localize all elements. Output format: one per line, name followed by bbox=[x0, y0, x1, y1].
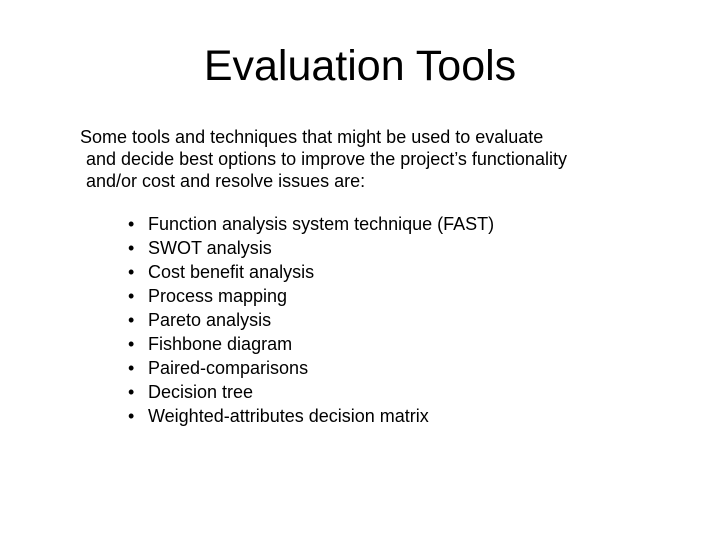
list-item bbox=[128, 404, 494, 428]
bullet-icon: • bbox=[128, 334, 135, 354]
list-item-label: SWOT analysis bbox=[148, 238, 272, 258]
intro-line: and decide best options to improve the project’s functionality bbox=[86, 149, 567, 169]
slide-title: Evaluation Tools bbox=[203, 42, 517, 90]
bullet-icon: • bbox=[128, 238, 135, 258]
list-item-label: Pareto analysis bbox=[148, 310, 272, 330]
bullet-icon: • bbox=[128, 382, 135, 402]
list-item-label: Process mapping bbox=[148, 286, 288, 306]
list-item bbox=[128, 308, 494, 332]
list-item bbox=[128, 212, 494, 236]
bullet-icon: • bbox=[128, 406, 135, 426]
bullet-icon: • bbox=[128, 214, 135, 234]
list-item-label: Decision tree bbox=[148, 382, 254, 402]
tools-list bbox=[128, 212, 494, 428]
intro-paragraph bbox=[80, 126, 680, 192]
list-item-label: Fishbone diagram bbox=[148, 334, 293, 354]
list-item-label: Function analysis system technique (FAST) bbox=[148, 214, 495, 234]
intro-line: and/or cost and resolve issues are: bbox=[86, 171, 366, 191]
bullet-icon: • bbox=[128, 286, 135, 306]
list-item-label: Paired-comparisons bbox=[148, 358, 309, 378]
list-item bbox=[128, 260, 494, 284]
list-item bbox=[128, 332, 494, 356]
bullet-icon: • bbox=[128, 262, 135, 282]
list-item-label: Weighted-attributes decision matrix bbox=[148, 406, 429, 426]
list-item bbox=[128, 380, 494, 404]
list-item bbox=[128, 284, 494, 308]
list-item-label: Cost benefit analysis bbox=[148, 262, 315, 282]
intro-line: Some tools and techniques that might be used to evaluate bbox=[80, 127, 544, 147]
list-item bbox=[128, 356, 494, 380]
bullet-icon: • bbox=[128, 358, 135, 378]
bullet-icon: • bbox=[128, 310, 135, 330]
list-item bbox=[128, 236, 494, 260]
